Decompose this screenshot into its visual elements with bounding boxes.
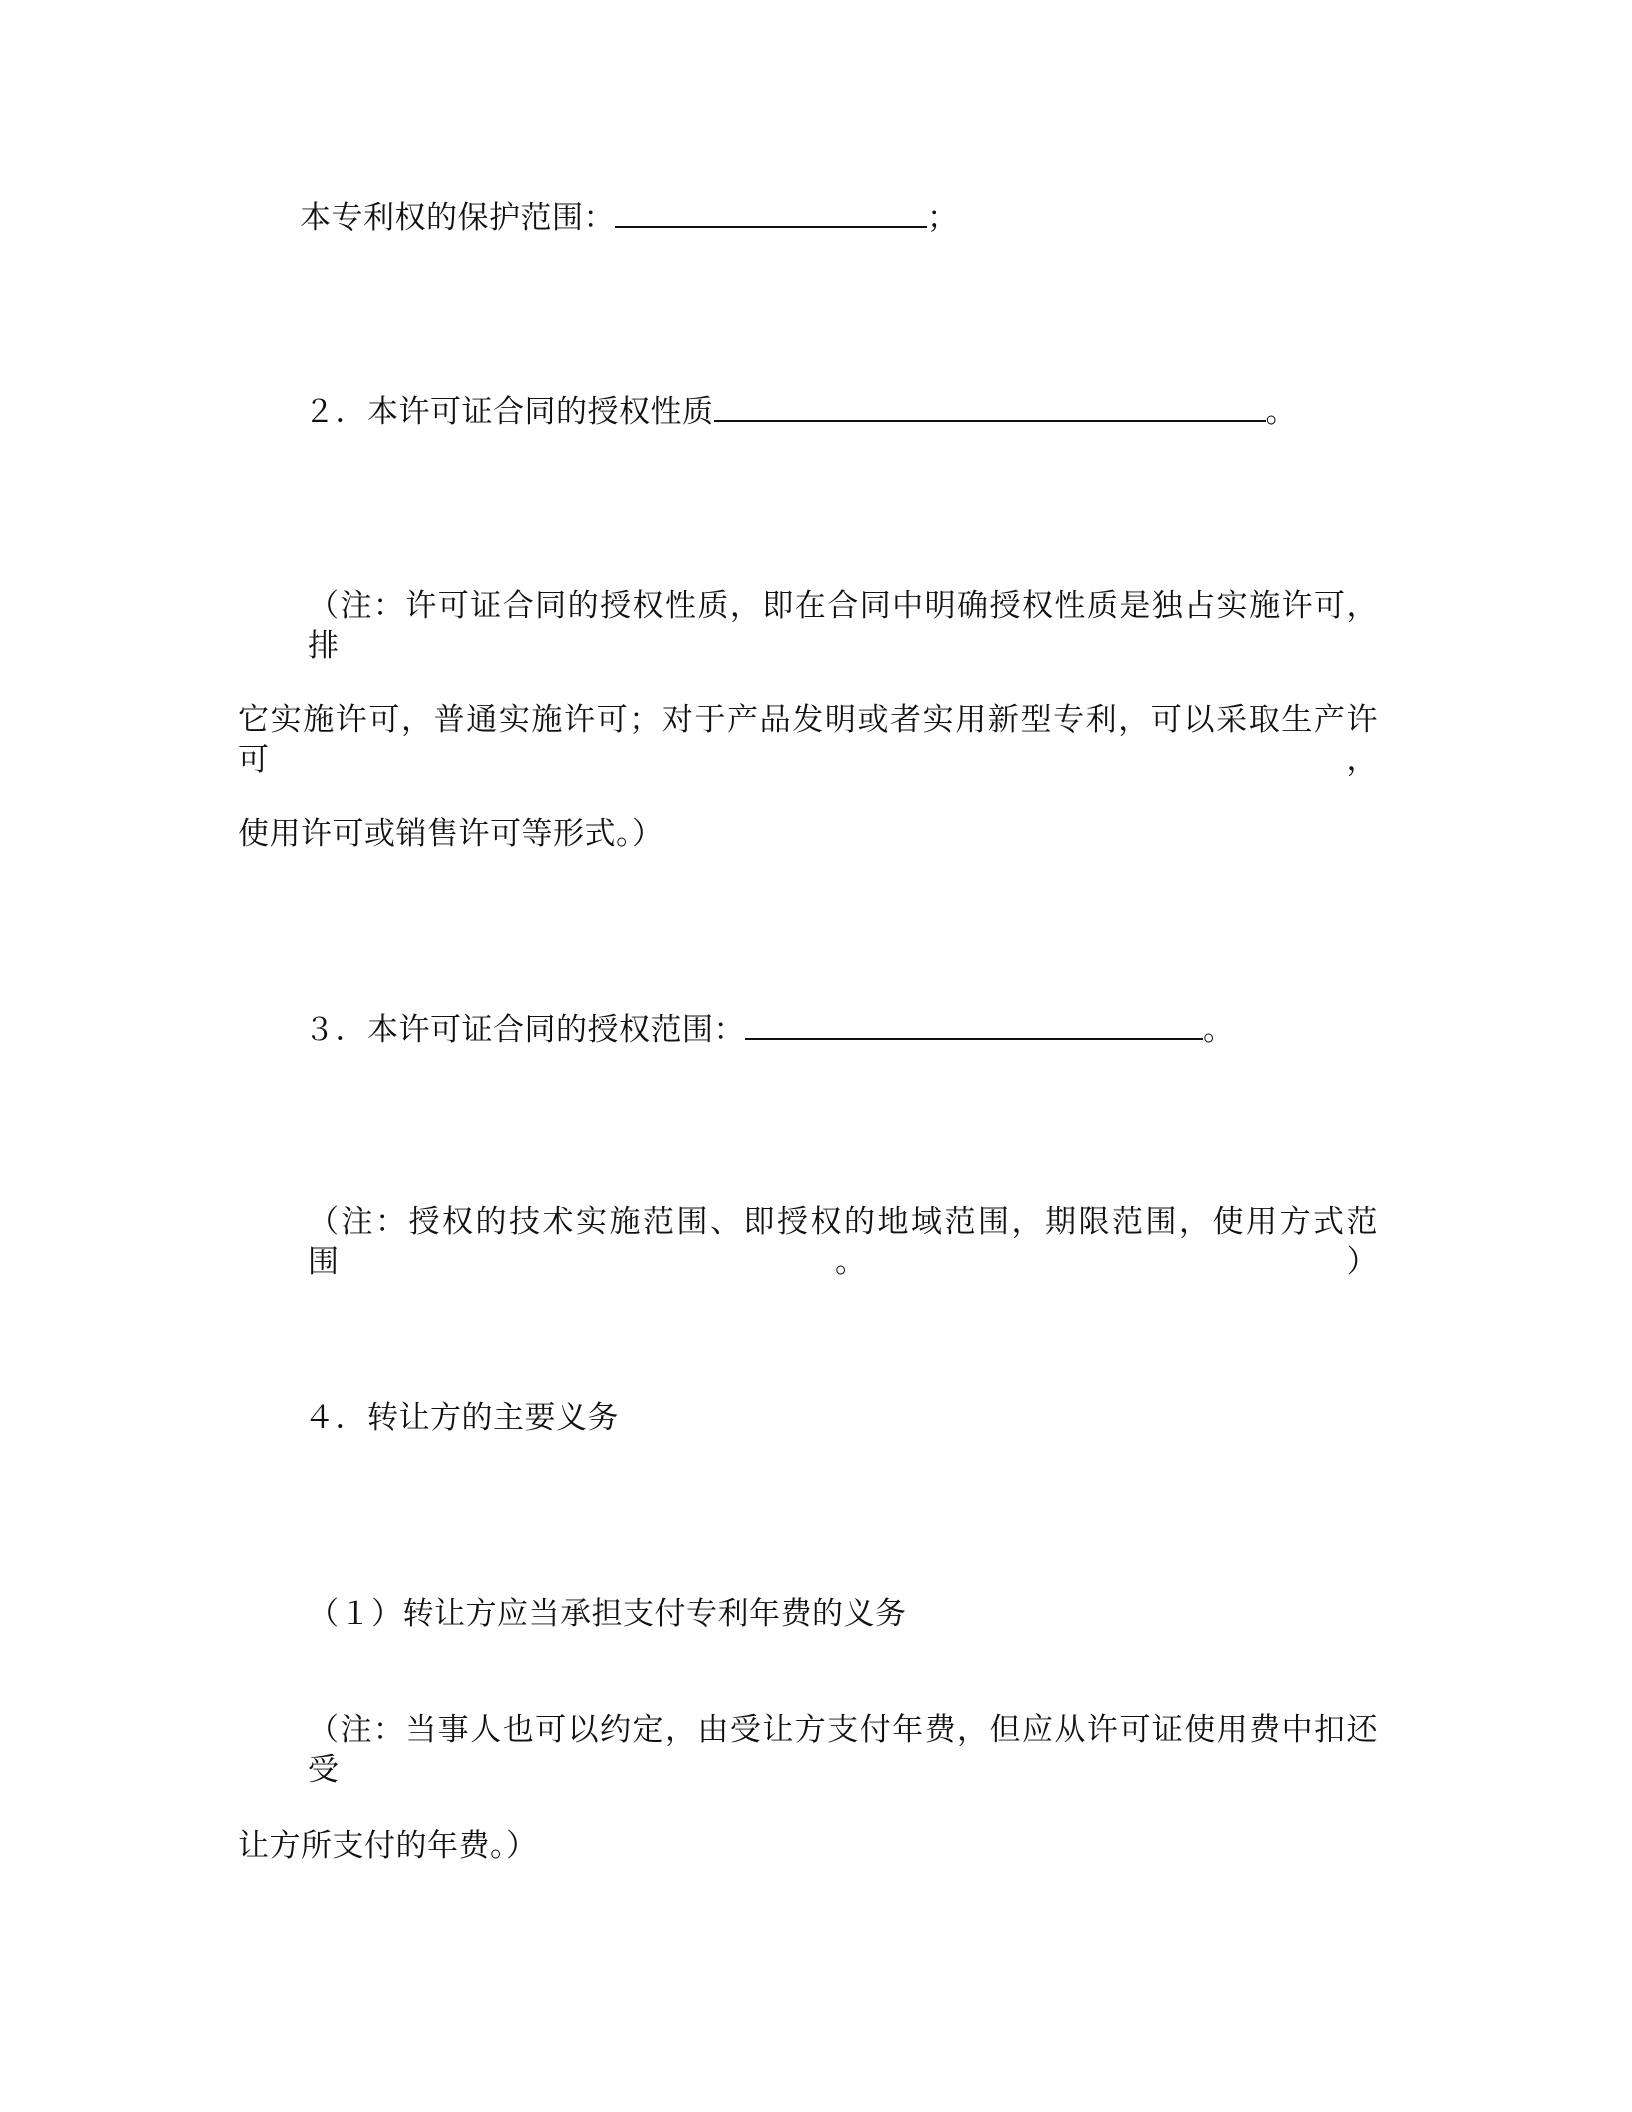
protection-scope-blank: [615, 196, 927, 228]
item-2-line: [304, 390, 1297, 432]
protection-scope-end: ；: [927, 200, 959, 236]
item-3-blank: [745, 1008, 1203, 1040]
item-2-text: ２．本许可证合同的授权性质: [304, 394, 714, 430]
note-3-line-2: 让方所支付的年费。）: [238, 1828, 538, 1864]
item-2-blank: [714, 390, 1266, 422]
item-4-heading: ４．转让方的主要义务: [304, 1400, 619, 1436]
item-2-end: 。: [1265, 394, 1297, 430]
protection-scope-line: [300, 196, 959, 238]
note-1-line-3: 使用许可或销售许可等形式。）: [238, 816, 664, 852]
item-4-1-text: （１）转让方应当承担支付专利年费的义务: [308, 1596, 907, 1632]
item-3-line: [304, 1008, 1235, 1050]
note-2-line-1: （注：授权的技术实施范围、即授权的地域范围，期限范围，使用方式范围。）: [308, 1204, 1378, 1280]
protection-scope-label: 本专利权的保护范围：: [300, 200, 615, 236]
note-1-line-2: 它实施许可，普通实施许可；对于产品发明或者实用新型专利，可以采取生产许可，: [238, 702, 1378, 778]
note-3-line-1: （注：当事人也可以约定，由受让方支付年费，但应从许可证使用费中扣还受: [308, 1712, 1378, 1788]
item-3-end: 。: [1203, 1012, 1235, 1048]
item-3-text: ３．本许可证合同的授权范围：: [304, 1012, 745, 1048]
note-1-line-1: （注：许可证合同的授权性质，即在合同中明确授权性质是独占实施许可，排: [308, 588, 1378, 664]
